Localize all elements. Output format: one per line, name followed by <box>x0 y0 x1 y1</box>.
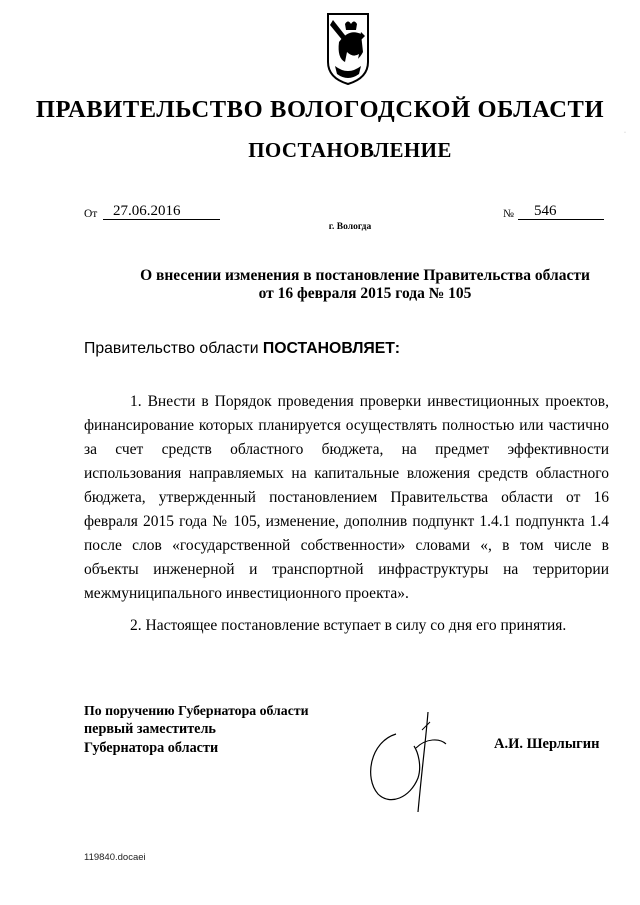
signer-name: А.И. Шерлыгин <box>494 736 600 752</box>
list-item: 1. Внести в Порядок проведения проверки инвестиционных проектов, финансирование которых планируется осуществлять полностью или частично за счет средств областного бюджета, на предмет эффективности использования направляемых на капитальные вложения средств областного бюджета, утвержденный постановлением Правительства области от 16 февраля 2015 года № 105, изменение, дополнив подпункт 1.4.1 подпункта 1.4 после слов «государственной собственности» словами «, в том числе в объекты инженерной и транспортной инфраструктуры на территории межмуниципального инвестиционного проекта». <box>84 393 609 602</box>
date-prefix: От <box>84 208 98 220</box>
document-date: 27.06.2016 <box>103 203 220 220</box>
preamble-text: Правительство области <box>84 340 263 357</box>
handwritten-signature <box>356 708 456 818</box>
signatory-line-1: По поручению Губернатора области <box>84 703 309 718</box>
document-body <box>84 390 609 638</box>
signatory-line-2: первый заместитель <box>84 721 216 737</box>
document-subject <box>120 267 610 303</box>
vologda-coat-of-arms-icon <box>325 12 371 86</box>
subject-line-1: О внесении изменения в постановление Правительства области <box>140 267 590 284</box>
government-title: ПРАВИТЕЛЬСТВО ВОЛОГОДСКОЙ ОБЛАСТИ <box>35 96 605 123</box>
subject-line-2: от 16 февраля 2015 года № 105 <box>258 285 472 302</box>
document-number: 546 <box>518 203 604 220</box>
signatory-line-3: Губернатора области <box>84 740 219 756</box>
preamble-emphasis: ПОСТАНОВЛЯЕТ: <box>262 340 401 357</box>
signatory-title <box>84 701 309 758</box>
number-prefix: № <box>503 208 514 220</box>
document-type: ПОСТАНОВЛЕНИЕ <box>248 138 452 162</box>
city: г. Вологда <box>328 222 372 232</box>
file-reference: 119840.docaei <box>84 852 146 863</box>
scan-mark: · <box>624 130 626 136</box>
list-item: 2. Настоящее постановление вступает в силу со дня его принятия. <box>130 617 567 634</box>
preamble <box>84 340 400 358</box>
